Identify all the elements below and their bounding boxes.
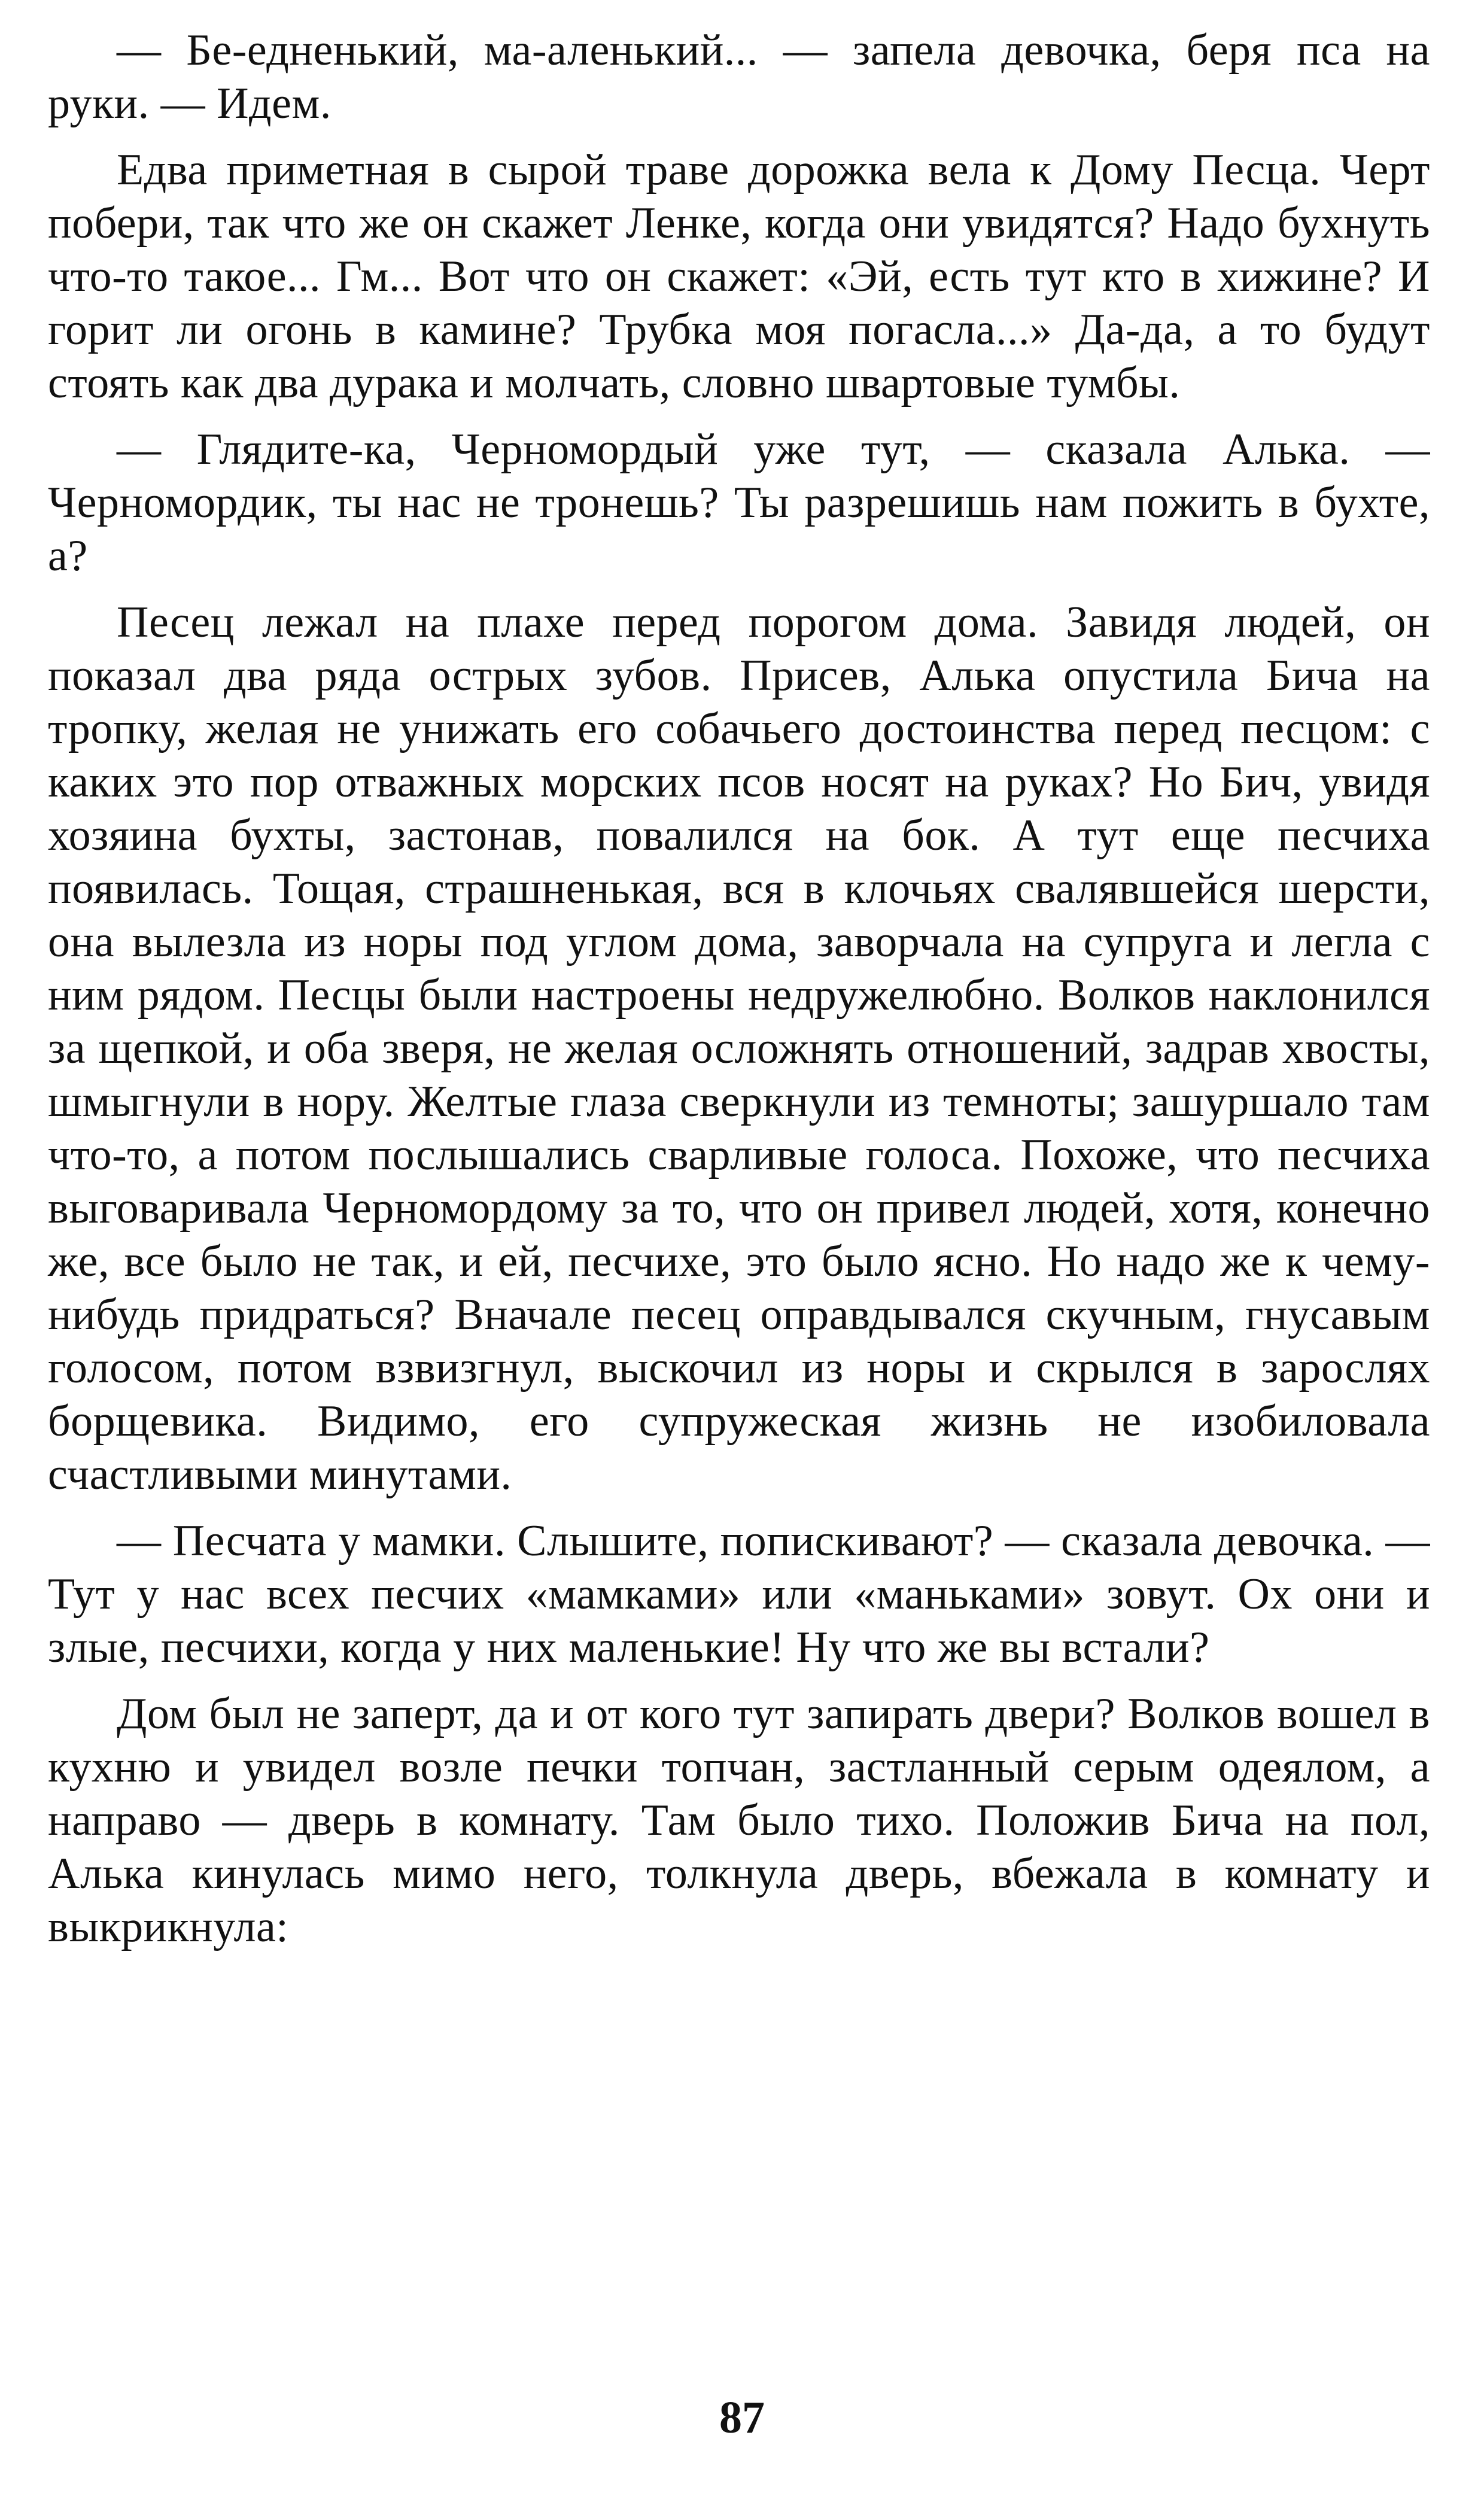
page-text xyxy=(48,24,1430,1967)
paragraph-3: — Глядите-ка, Черномордый уже тут, — сказала Алька. — Черномордик, ты нас не тронешь? Ты разрешишь нам пожить в бухте, а? xyxy=(48,425,1430,580)
paragraph-6: Дом был не заперт, да и от кого тут запирать двери? Волков вошел в кухню и увидел возле печки топчан, застланный серым одеялом, а направо — дверь в комнату. Там было тихо. Положив Бича на пол, Алька кинулась мимо него, толкнула дверь, вбежала в комнату и выкрикнула: xyxy=(48,1689,1430,1951)
page-number: 87 xyxy=(719,2392,765,2443)
paragraph-5: — Песчата у мамки. Слышите, попискивают? — сказала девочка. — Тут у нас всех песчих «мамками» или «маньками» зовут. Ох они и злые, песчихи, когда у них маленькие! Ну что же вы встали? xyxy=(48,1516,1430,1672)
paragraph-1: — Бе-едненький, ма-аленький... — запела девочка, беря пса на руки. — Идем. xyxy=(48,26,1430,128)
paragraph-4: Песец лежал на плахе перед порогом дома. Завидя людей, он показал два ряда острых зубов. Присев, Алька опустила Бича на тропку, желая не унижать его собачьего достоинства перед песцом: с каких это пор отважных морских псов носят на руках? Но Бич, увидя хозяина бухты, застонав, повалился на бок. А тут еще песчиха появилась. Тощая, страшненькая, вся в клочьях свалявшейся шерсти, она вылезла из норы под углом дома, заворчала на супруга и легла с ним рядом. Песцы были настроены недружелюбно. Волков наклонился за щепкой, и оба зверя, не желая осложнять отношений, задрав хвосты, шмыгнули в нору. Желтые глаза сверкнули из темноты; зашуршало там что-то, а потом послышались сварливые голоса. Похоже, что песчиха выговаривала Черномордому за то, что он привел людей, хотя, конечно же, все было не так, и ей, песчихе, это было ясно. Но надо же к чему-нибудь придраться? Вначале песец оправдывался скучным, гнусавым голосом, потом взвизгнул, выскочил из норы и скрылся в зарослях борщевика. Видимо, его супружеская жизнь не изобиловала счастливыми минутами. xyxy=(48,598,1430,1499)
paragraph-2: Едва приметная в сырой траве дорожка вела к Дому Песца. Черт побери, так что же он скажет Ленке, когда они увидятся? Надо бухнуть что-то такое... Гм... Вот что он скажет: «Эй, есть тут кто в хижине? И горит ли огонь в камине? Трубка моя погасла...» Да-да, а то будут стоять как два дурака и молчать, словно швартовые тумбы. xyxy=(48,145,1430,408)
